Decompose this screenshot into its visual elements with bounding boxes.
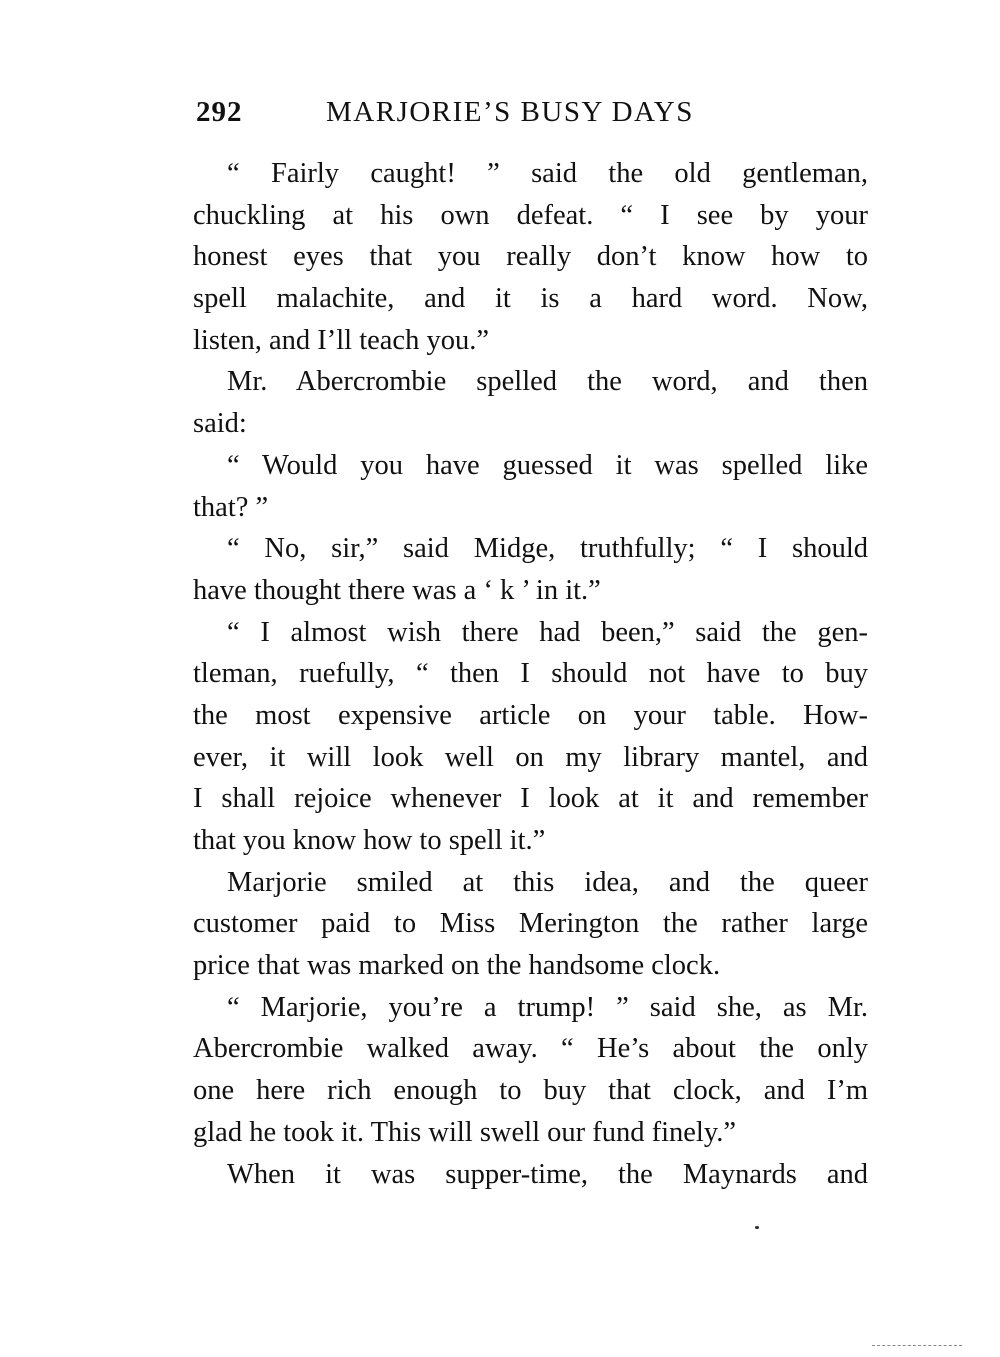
text-line: customer paid to Miss Merington the rather large <box>193 908 868 940</box>
text-line: When it was supper-time, the Maynards and <box>227 1158 868 1190</box>
text-line: spell malachite, and it is a hard word. Now, <box>193 283 868 315</box>
text-line: glad he took it. This will swell our fund finely.” <box>193 1116 737 1148</box>
text-line: price that was marked on the handsome clock. <box>193 950 721 982</box>
text-line: Mr. Abercrombie spelled the word, and then <box>227 366 868 398</box>
scan-edge-rule <box>872 1345 962 1346</box>
text-line: that? ” <box>193 491 269 523</box>
text-line: Marjorie smiled at this idea, and the queer <box>227 866 868 898</box>
text-line: that you know how to spell it.” <box>193 825 546 856</box>
page-number: 292 <box>196 96 243 128</box>
running-head <box>196 96 756 136</box>
body-text <box>193 153 868 1195</box>
text-line: ever, it will look well on my library mantel, and <box>193 741 868 773</box>
text-line: have thought there was a ‘ k ’ in it.” <box>193 574 601 606</box>
text-line: I shall rejoice whenever I look at it and remember <box>193 783 868 815</box>
text-line: “ I almost wish there had been,” said the gen- <box>227 616 868 648</box>
text-line: chuckling at his own defeat. “ I see by your <box>193 199 868 231</box>
text-line: “ Would you have guessed it was spelled like <box>227 449 868 481</box>
text-line: “ Fairly caught! ” said the old gentleman, <box>227 158 868 189</box>
text-line: tleman, ruefully, “ then I should not have to buy <box>193 658 868 690</box>
text-line: listen, and I’ll teach you.” <box>193 324 489 356</box>
running-title: MARJORIE’S BUSY DAYS <box>326 96 694 128</box>
print-speck <box>755 1226 759 1229</box>
text-line: “ No, sir,” said Midge, truthfully; “ I should <box>227 533 868 565</box>
text-line: said: <box>193 408 247 440</box>
text-line: “ Marjorie, you’re a trump! ” said she, as Mr. <box>227 991 868 1023</box>
text-line: honest eyes that you really don’t know how to <box>193 241 868 273</box>
text-line: Abercrombie walked away. “ He’s about the only <box>193 1033 868 1065</box>
text-line: the most expensive article on your table. How- <box>193 699 868 731</box>
text-line: one here rich enough to buy that clock, and I’m <box>193 1075 868 1107</box>
